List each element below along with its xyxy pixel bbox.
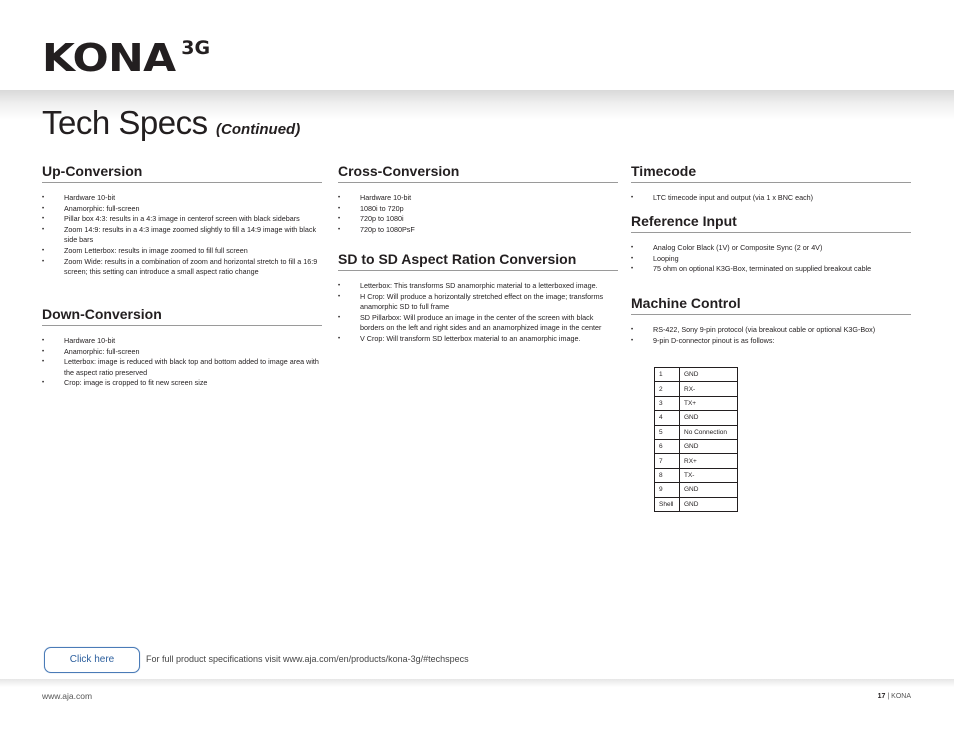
table-row [655,396,738,410]
pin-cell: 1 [655,368,680,382]
list-item: • RS-422, Sony 9-pin protocol (via breakout cable or optional K3G-Box) [631,325,911,336]
section-heading: Cross-Conversion [338,163,618,183]
bullet-list [631,243,911,275]
section-heading: Timecode [631,163,911,183]
list-item: • 75 ohm on optional K3G-Box, terminated on supplied breakout cable [631,264,911,275]
signal-cell: GND [680,368,738,382]
list-item: • Pillar box 4:3: results in a 4:3 image in centerof screen with black sidebars [42,214,322,225]
list-item: • LTC timecode input and output (via 1 x BNC each) [631,193,911,204]
page-title-main: Tech Specs [42,104,208,141]
pin-cell: 4 [655,411,680,425]
pinout-table [654,367,738,512]
pin-cell: 8 [655,468,680,482]
table-row [655,483,738,497]
logo-wordmark: KONA [42,36,176,80]
section-heading: Machine Control [631,295,911,315]
section-timecode [631,163,911,204]
list-item: • Anamorphic: full-screen [42,204,322,215]
pin-cell: 3 [655,396,680,410]
signal-cell: TX+ [680,396,738,410]
table-row [655,468,738,482]
signal-cell: GND [680,497,738,511]
signal-cell: TX- [680,468,738,482]
section-sd-to-sd-aspect [338,251,618,345]
list-item: • Hardware 10-bit [42,193,322,204]
list-item: • 1080i to 720p [338,204,618,215]
section-heading: Reference Input [631,213,911,233]
list-item: • Hardware 10-bit [42,336,322,347]
list-item: • Hardware 10-bit [338,193,618,204]
list-item: • Anamorphic: full-screen [42,347,322,358]
page-number-label: | KONA [887,693,911,700]
section-up-conversion [42,163,322,278]
page-number [878,693,911,700]
pin-cell: 7 [655,454,680,468]
list-item: • 720p to 1080i [338,214,618,225]
section-heading: Up-Conversion [42,163,322,183]
section-reference-input [631,213,911,275]
signal-cell: GND [680,439,738,453]
pin-cell: 6 [655,439,680,453]
list-item: • Letterbox: This transforms SD anamorphic material to a letterboxed image. [338,281,618,292]
table-row [655,368,738,382]
pin-cell: 5 [655,425,680,439]
table-row [655,454,738,468]
list-item: • Zoom 14:9: results in a 4:3 image zoomed slightly to fill a 14:9 image with black side bars [42,225,322,246]
bullet-list [631,193,911,204]
table-row [655,411,738,425]
list-item: • 720p to 1080PsF [338,225,618,236]
bullet-list [42,336,322,389]
pin-cell: Shell [655,497,680,511]
bullet-list [631,325,911,346]
list-item: • V Crop: Will transform SD letterbox material to an anamorphic image. [338,334,618,345]
section-down-conversion [42,306,322,389]
table-row [655,425,738,439]
logo-superscript: 3G [181,37,211,59]
signal-cell: GND [680,483,738,497]
click-here-button[interactable]: Click here [44,647,140,673]
signal-cell: GND [680,411,738,425]
kona-3g-logo [42,36,211,80]
pin-cell: 2 [655,382,680,396]
list-item: • Analog Color Black (1V) or Composite Sync (2 or 4V) [631,243,911,254]
section-cross-conversion [338,163,618,235]
section-heading: SD to SD Aspect Ration Conversion [338,251,618,271]
list-item: • Looping [631,254,911,265]
page-title-suffix: (Continued) [216,121,301,138]
footer-divider [0,679,954,687]
pin-cell: 9 [655,483,680,497]
signal-cell: No Connection [680,425,738,439]
bullet-list [42,193,322,278]
section-machine-control [631,295,911,346]
list-item: • 9-pin D-connector pinout is as follows: [631,336,911,347]
table-row [655,382,738,396]
signal-cell: RX+ [680,454,738,468]
footer-website[interactable]: www.aja.com [42,691,93,701]
table-row [655,439,738,453]
bullet-list [338,281,618,345]
table-row [655,497,738,511]
list-item: • Crop: image is cropped to fit new screen size [42,378,322,389]
list-item: • SD Pillarbox: Will produce an image in the center of the screen with black borders on the left and right sides and an anamorphized image in the center [338,313,618,334]
specifications-link-note: For full product specifications visit www.aja.com/en/products/kona-3g/#techspecs [146,654,469,664]
page-number-value: 17 [877,693,886,700]
list-item: • Zoom Letterbox: results in image zoomed to fill full screen [42,246,322,257]
list-item: • Letterbox: image is reduced with black top and bottom added to image area with the aspect ratio preserved [42,357,322,378]
list-item: • Zoom Wide: results in a combination of zoom and horizontal stretch to fill a 16:9 screen; this setting can introduce a small aspect ratio change [42,257,322,278]
list-item: • H Crop: Will produce a horizontally stretched effect on the image; transforms anamorphic SD to full frame [338,292,618,313]
page-title [42,104,300,142]
signal-cell: RX- [680,382,738,396]
section-heading: Down-Conversion [42,306,322,326]
bullet-list [338,193,618,235]
